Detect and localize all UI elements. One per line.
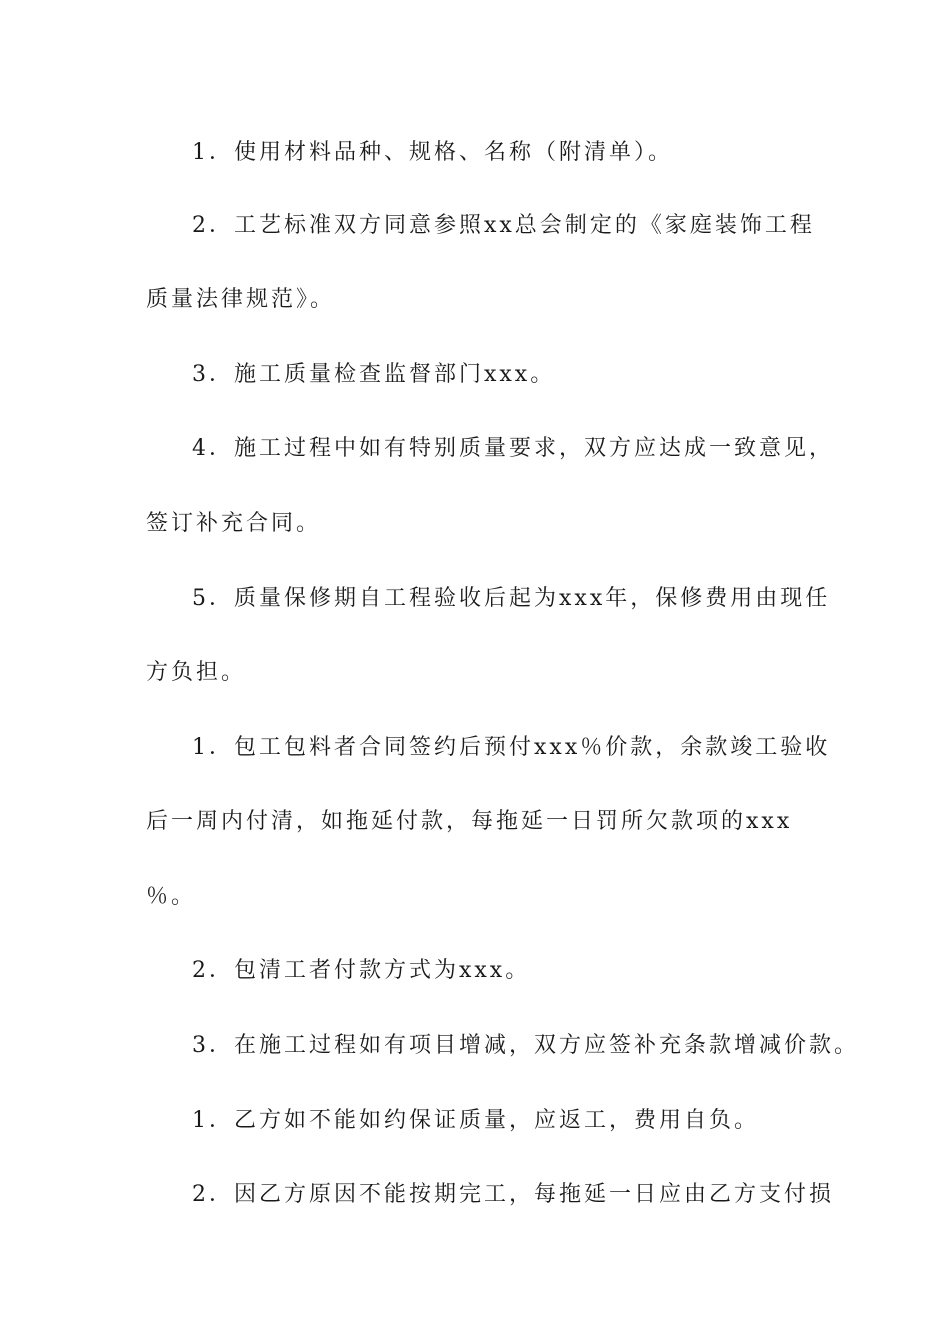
paragraph-line: 3．施工质量检查监督部门xxx。 bbox=[192, 362, 556, 387]
paragraph-line: 签订补充合同。 bbox=[146, 511, 322, 536]
paragraph-line: 3．在施工过程如有项目增减，双方应签补充条款增减价款。 bbox=[192, 1033, 859, 1058]
paragraph-line: 方负担。 bbox=[146, 660, 247, 685]
paragraph-line: 质量法律规范》。 bbox=[146, 287, 336, 312]
paragraph-line: 4．施工过程中如有特别质量要求，双方应达成一致意见， bbox=[192, 436, 834, 461]
paragraph-line: 2．工艺标准双方同意参照xx总会制定的《家庭装饰工程 bbox=[192, 213, 815, 238]
paragraph-line: 1．乙方如不能如约保证质量，应返工，费用自负。 bbox=[192, 1108, 759, 1133]
paragraph-line: 1．使用材料品种、规格、名称（附清单）。 bbox=[192, 140, 673, 165]
paragraph-line: 2．包清工者付款方式为xxx。 bbox=[192, 958, 531, 983]
paragraph-line: 5．质量保修期自工程验收后起为xxx年，保修费用由现任 bbox=[192, 586, 831, 611]
paragraph-line: 1．包工包料者合同签约后预付xxx％价款，余款竣工验收 bbox=[192, 735, 831, 760]
paragraph-line: 2．因乙方原因不能按期完工，每拖延一日应由乙方支付损 bbox=[192, 1182, 834, 1207]
paragraph-line: ％。 bbox=[146, 884, 197, 909]
paragraph-line: 后一周内付清，如拖延付款，每拖延一日罚所欠款项的xxx bbox=[146, 809, 793, 834]
